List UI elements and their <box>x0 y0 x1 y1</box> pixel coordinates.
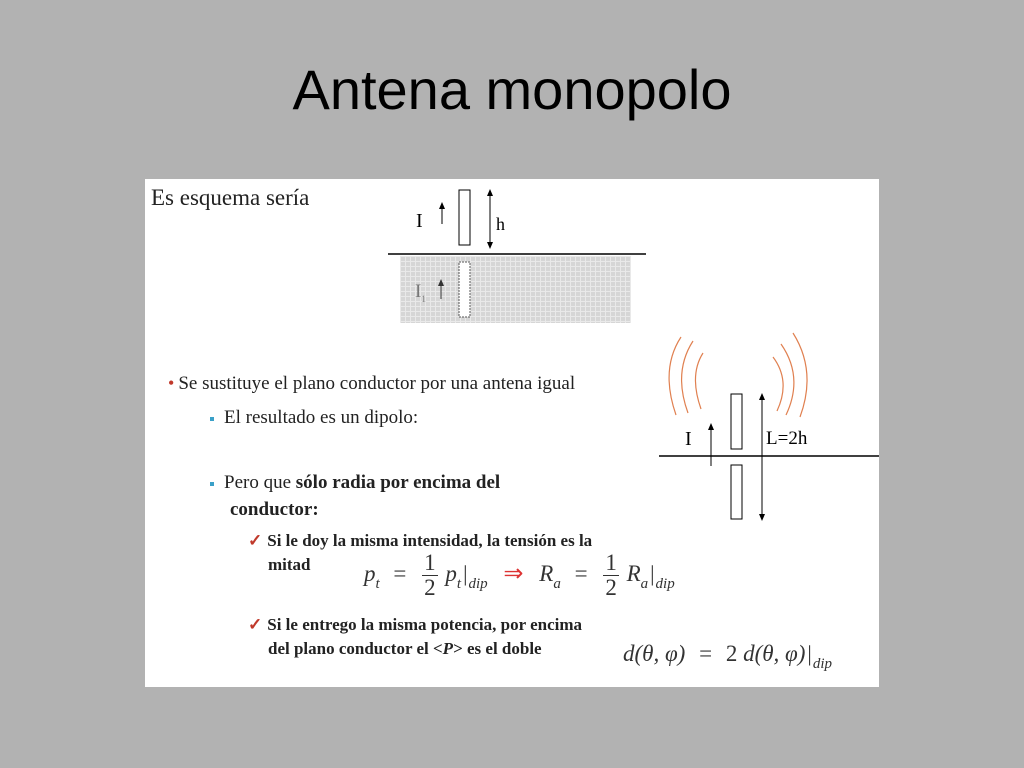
image-current-label: $I_1$ <box>415 281 426 304</box>
red-checkmark-icon: ✓ <box>248 615 263 634</box>
formula-voltage: $p_t$ = $\frac{1}{2}$ $p_t|_{dip}$ ⇒ $R_a$ = $\frac{1}{2}$ $R_a|_{dip}$ <box>364 550 675 601</box>
image-current-arrowhead-icon <box>438 279 444 286</box>
check-item-1-continued: mitad <box>268 555 311 574</box>
blue-square-icon <box>210 482 214 486</box>
current-arrowhead-icon <box>439 202 445 209</box>
slide-title: Antena monopolo <box>292 58 732 121</box>
red-checkmark-icon: ✓ <box>248 531 263 550</box>
monopole-element <box>459 190 470 245</box>
length-arrowhead-bottom-icon <box>759 514 765 521</box>
image-monopole-element <box>459 262 470 317</box>
height-arrowhead-bottom-icon <box>487 242 493 249</box>
dipole-upper-element <box>731 394 742 449</box>
check-item-2: ✓ Si le entrego la misma potencia, por encima <box>248 615 583 634</box>
bullet-main: • Se sustituye el plano conductor por una antena igual <box>168 373 576 394</box>
height-label: h <box>496 214 505 234</box>
height-arrowhead-top-icon <box>487 189 493 196</box>
implies-arrow-icon: ⇒ <box>503 560 524 587</box>
current-label: I <box>416 210 423 232</box>
content-panel <box>145 179 879 687</box>
bullet-sub2-continued: conductor: <box>230 499 319 520</box>
bullet-sub2: Pero que sólo radia por encima del <box>210 472 500 494</box>
formula-directivity: d(θ, φ) = 2 d(θ, $\varphi)|_{dip}$ <box>623 641 832 672</box>
red-dot-icon: • <box>168 373 175 393</box>
dipole-length-label: L=2h <box>766 428 808 449</box>
dipole-current-label: I <box>685 428 692 450</box>
dipole-current-arrowhead-icon <box>708 423 714 430</box>
bullet-sub1: El resultado es un dipolo: <box>210 407 418 429</box>
scheme-heading: Es esquema sería <box>151 185 310 210</box>
blue-square-icon <box>210 417 214 421</box>
dipole-lower-element <box>731 465 742 519</box>
length-arrowhead-top-icon <box>759 393 765 400</box>
check-item-1: ✓ Si le doy la misma intensidad, la tensión es la <box>248 531 593 550</box>
check-item-2-continued: del plano conductor el <P> es el doble <box>268 639 542 658</box>
